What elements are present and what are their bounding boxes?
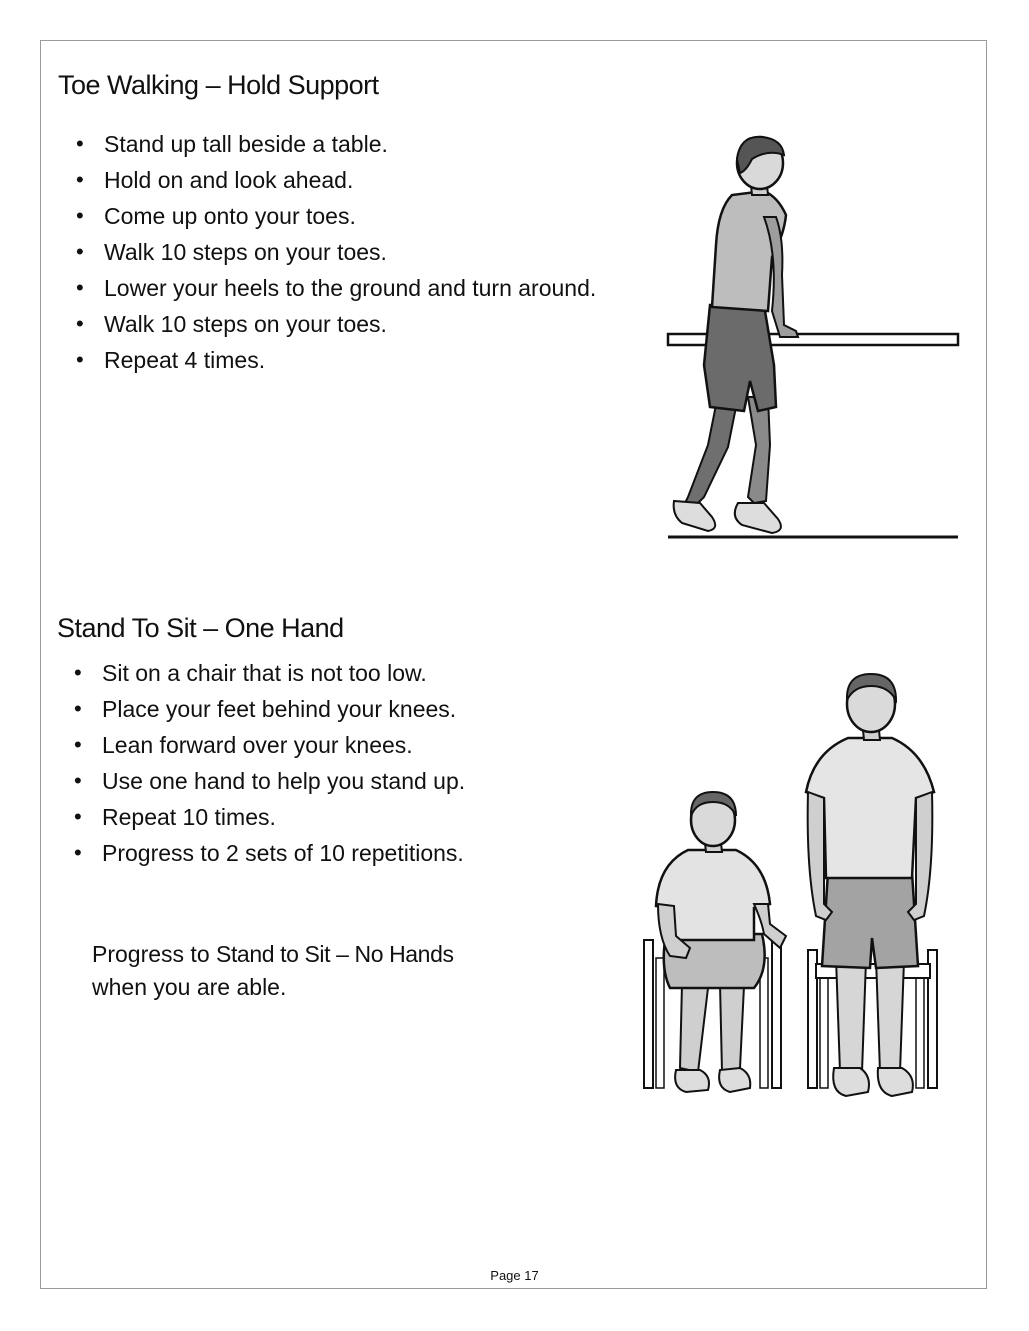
list-item: • Lean forward over your knees.	[74, 727, 465, 763]
note-exercise-name: Stand to Sit – No Hands	[216, 941, 454, 967]
page-number: Page 17	[490, 1268, 539, 1283]
note-prefix: Progress to	[92, 941, 216, 967]
list-item: • Walk 10 steps on your toes.	[76, 234, 596, 270]
stand-to-sit-illustration	[636, 668, 951, 1118]
list-item: • Progress to 2 sets of 10 repetitions.	[74, 835, 465, 871]
note-suffix: when you are able.	[92, 974, 287, 1000]
stand-to-sit-steps	[74, 655, 465, 871]
list-item: • Lower your heels to the ground and turn around.	[76, 270, 596, 306]
section-title-stand-to-sit: Stand To Sit – One Hand	[57, 613, 344, 643]
list-item: • Repeat 4 times.	[76, 342, 596, 378]
list-item: • Sit on a chair that is not too low.	[74, 655, 465, 691]
list-item: • Stand up tall beside a table.	[76, 126, 596, 162]
list-item: • Place your feet behind your knees.	[74, 691, 465, 727]
toe-walking-steps	[76, 126, 596, 378]
toe-walking-illustration	[660, 125, 965, 545]
list-item: • Use one hand to help you stand up.	[74, 763, 465, 799]
list-item: • Walk 10 steps on your toes.	[76, 306, 596, 342]
list-item: • Come up onto your toes.	[76, 198, 596, 234]
section-title-toe-walking: Toe Walking – Hold Support	[58, 70, 379, 100]
list-item: • Repeat 10 times.	[74, 799, 465, 835]
progression-note	[92, 938, 454, 1004]
list-item: • Hold on and look ahead.	[76, 162, 596, 198]
